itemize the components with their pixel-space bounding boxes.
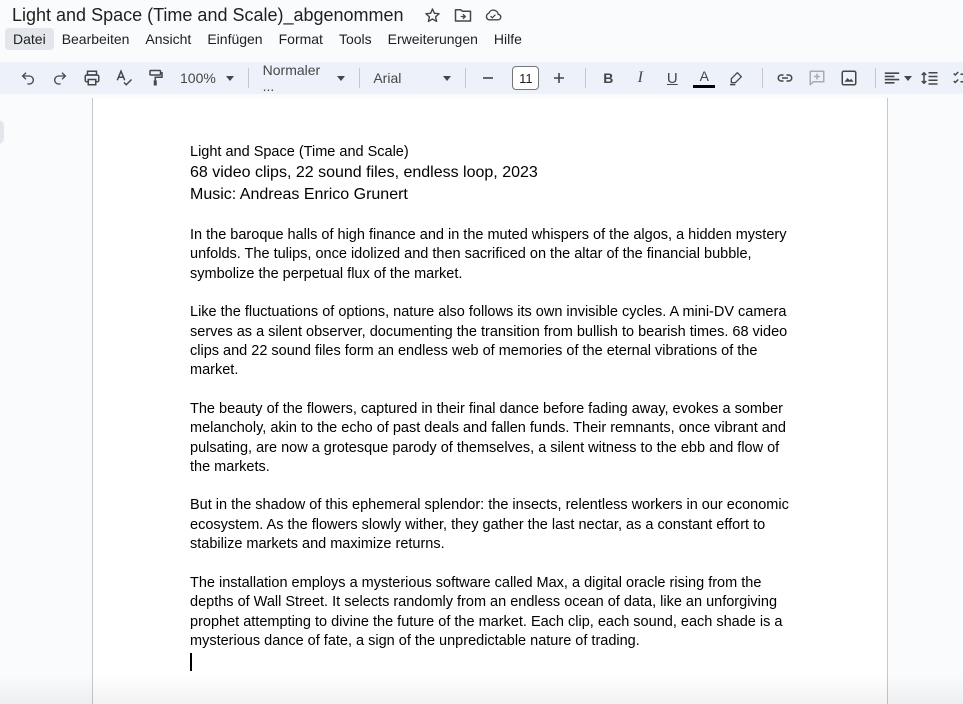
paragraph: The installation employs a mysterious software called Max, a digital oracle rising from the depths of Wall Street. It selects randomly from an endless ocean of data, like an unforgiving prophet attempting to divine the future of the market. Each clip, each sound, each shade is a mysterious dance of fate, a sign of the unpredictable nature of trading.: [190, 574, 783, 649]
text-color-icon: [693, 69, 715, 88]
menu-erweiterungen[interactable]: Erweiterungen: [387, 31, 478, 47]
cloud-saved-icon[interactable]: [484, 6, 502, 24]
title-bar: [0, 0, 963, 30]
highlight-pen-icon[interactable]: [722, 64, 750, 92]
zoom-value: 100%: [180, 70, 216, 86]
doc-subtitle-line-2: Music: Andreas Enrico Grunert: [190, 186, 408, 203]
outline-toggle-tab[interactable]: [0, 120, 4, 144]
star-icon[interactable]: [424, 6, 442, 24]
paragraph: Like the fluctuations of options, nature also follows its own invisible cycles. A mini-DV camera serves as a silent observer, documenting the transition from bullish to bearish times. 68 video clips and 22 sound files form an endless web of memories of the eternal vibrations of the market.: [190, 304, 788, 379]
line-spacing-icon[interactable]: [916, 64, 944, 92]
paint-format-icon[interactable]: [142, 64, 170, 92]
menu-datei[interactable]: Datei: [5, 28, 54, 50]
insert-link-icon[interactable]: [771, 64, 799, 92]
toolbar-divider: [762, 68, 763, 88]
zoom-select[interactable]: [174, 64, 240, 92]
toolbar-divider: [248, 68, 249, 88]
paragraph-style-select[interactable]: [257, 64, 351, 92]
chevron-down-icon: [226, 76, 234, 81]
decrease-font-size-icon[interactable]: [474, 64, 502, 92]
doc-subtitle-line-1: 68 video clips, 22 sound files, endless loop, 2023: [190, 164, 538, 181]
menu-tools[interactable]: Tools: [338, 31, 372, 47]
chevron-down-icon: [904, 76, 912, 81]
add-comment-icon[interactable]: [803, 64, 831, 92]
document-title[interactable]: Light and Space (Time and Scale)_abgenommen: [12, 4, 404, 25]
print-icon[interactable]: [78, 64, 106, 92]
text-color-swatch: [693, 85, 715, 88]
toolbar-divider: [359, 68, 360, 88]
italic-button[interactable]: I: [637, 69, 643, 86]
bold-button[interactable]: B: [603, 70, 614, 86]
paragraph: In the baroque halls of high finance and in the muted whispers of the algos, a hidden mystery unfolds. The tulips, once idolized and then sacrificed on the altar of the financial bubble, symbolize the perpetual flux of the market.: [190, 227, 787, 282]
spellcheck-icon[interactable]: [110, 64, 138, 92]
text-cursor: [190, 653, 192, 671]
menu-einfuegen[interactable]: Einfügen: [207, 31, 263, 47]
document-body[interactable]: [190, 142, 800, 671]
redo-icon[interactable]: [46, 64, 74, 92]
toolbar-divider: [465, 68, 466, 88]
chevron-down-icon: [443, 76, 451, 81]
paragraph-style-value: Normaler ...: [262, 62, 321, 94]
font-value: Arial: [373, 70, 402, 86]
menu-hilfe[interactable]: Hilfe: [493, 31, 522, 47]
menu-format[interactable]: Format: [278, 31, 323, 47]
checklist-icon[interactable]: [948, 64, 963, 92]
doc-title-line: Light and Space (Time and Scale): [190, 144, 409, 160]
paragraph: The beauty of the flowers, captured in their final dance before fading away, evokes a somber melancholy, akin to the echo of past deals and fallen funds. Their remnants, once vibrant and pulsating, are now a grotesque parody of themselves, a silent witness to the ebb and flow of the markets.: [190, 400, 786, 476]
chevron-down-icon: [337, 76, 345, 81]
font-size-input[interactable]: 11: [512, 66, 539, 90]
menu-bearbeiten[interactable]: Bearbeiten: [61, 31, 130, 47]
insert-image-icon[interactable]: [835, 64, 863, 92]
align-left-button[interactable]: [884, 64, 912, 92]
font-select[interactable]: [367, 64, 457, 92]
move-to-folder-icon[interactable]: [454, 6, 472, 24]
menu-ansicht[interactable]: Ansicht: [145, 31, 192, 47]
align-left-icon: [884, 71, 900, 85]
toolbar: [0, 62, 963, 94]
undo-icon[interactable]: [14, 64, 42, 92]
paragraph: But in the shadow of this ephemeral splendor: the insects, relentless workers in our economic ecosystem. As the flowers slowly wither, they gather the last nectar, as a constant effort to stabilize markets and maximize returns.: [190, 497, 789, 553]
toolbar-divider: [585, 68, 586, 88]
toolbar-divider: [875, 68, 876, 88]
text-color-button[interactable]: [690, 64, 718, 92]
text-color-label: A: [699, 67, 709, 84]
title-icons: [424, 6, 502, 24]
increase-font-size-icon[interactable]: [545, 64, 573, 92]
document-page[interactable]: [92, 98, 888, 704]
menu-bar: [5, 27, 530, 51]
underline-button[interactable]: U: [666, 69, 678, 87]
